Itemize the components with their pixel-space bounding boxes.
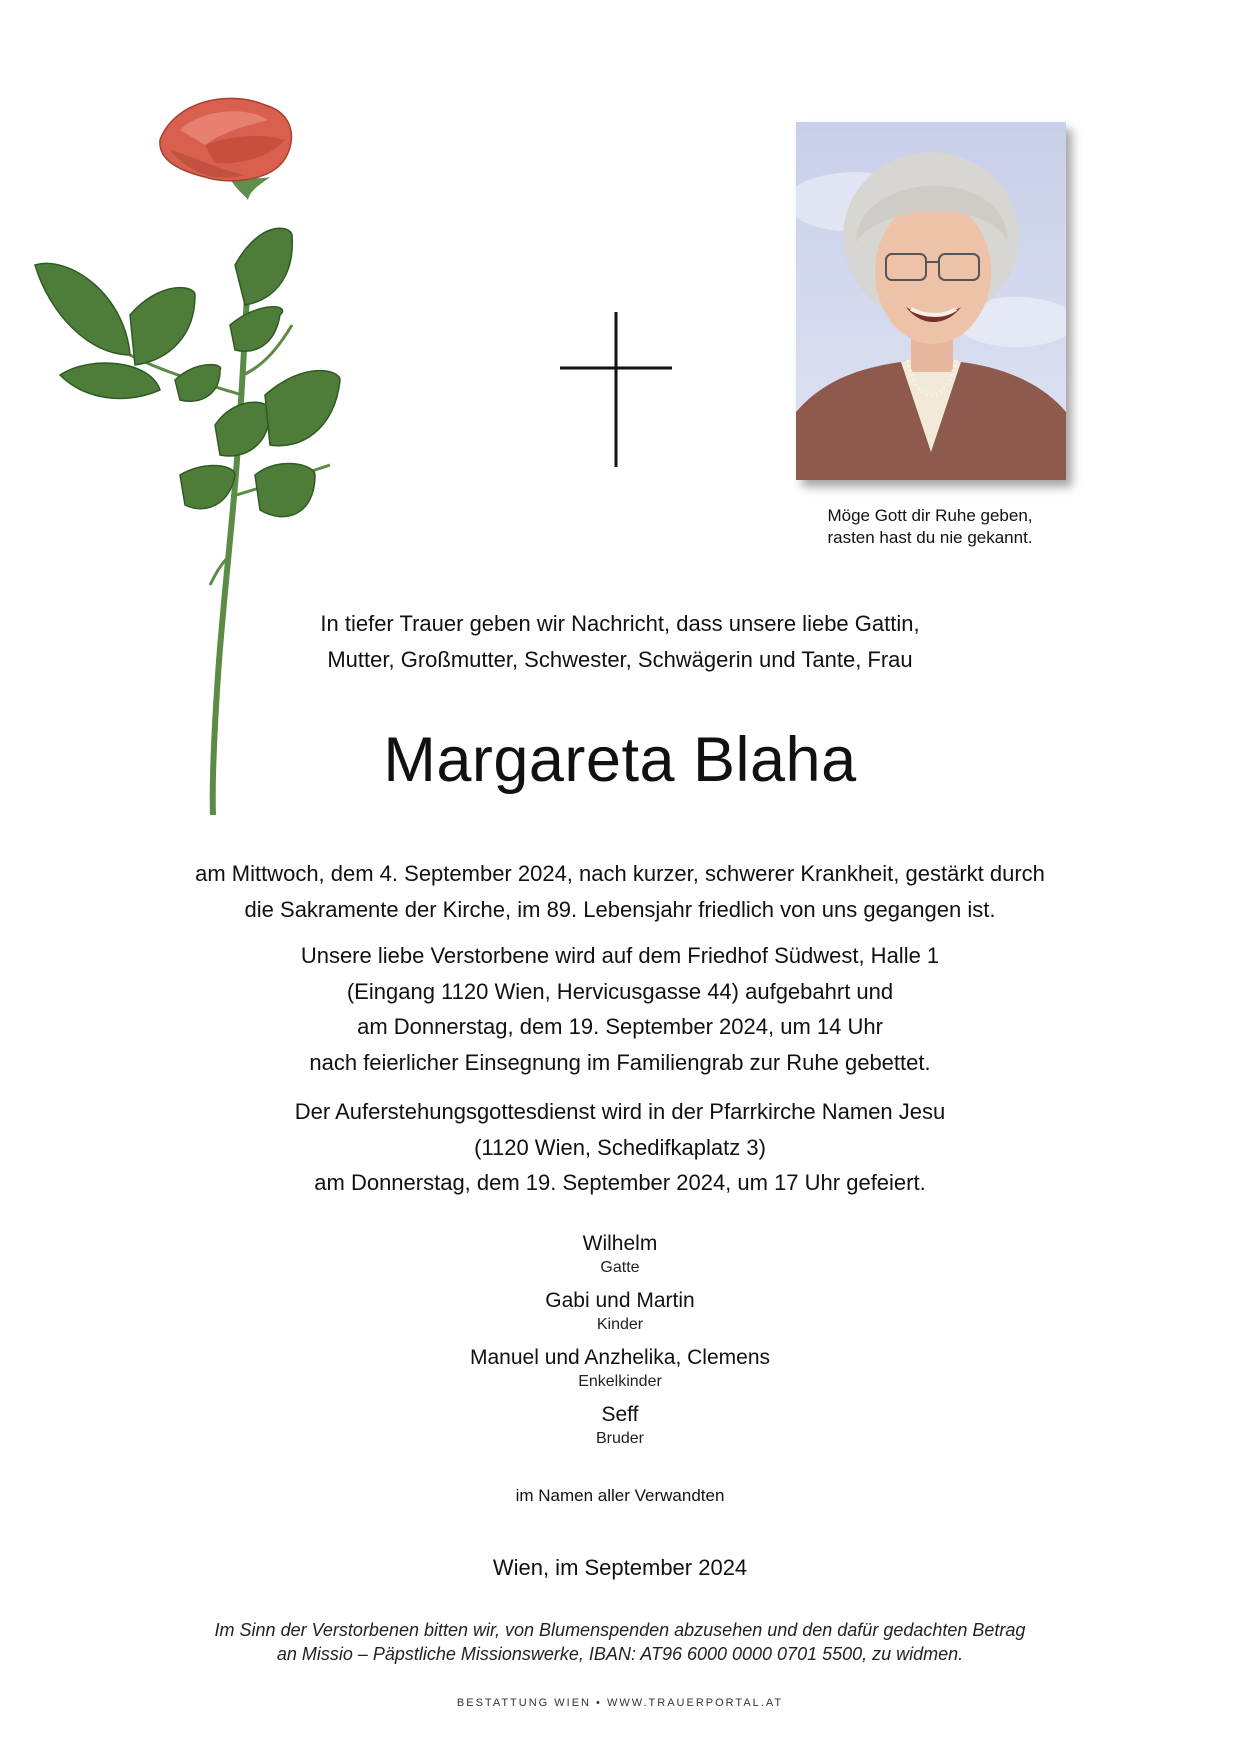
portrait-caption: [760, 505, 1100, 549]
mourner-entry: [300, 1230, 940, 1279]
mourner-role: Enkelkinder: [578, 1373, 662, 1390]
paragraph-line: Der Auferstehungsgottesdienst wird in der Pfarrkirche Namen Jesu: [294, 1099, 946, 1124]
funeral-details-paragraph: [150, 938, 1090, 1080]
footer-credit: BESTATTUNG WIEN • WWW.TRAUERPORTAL.AT: [456, 1697, 784, 1709]
rose-leaf: [215, 402, 270, 456]
rose-leaf: [60, 363, 160, 398]
rose-leaf: [265, 371, 340, 446]
rose-leaf: [230, 307, 283, 351]
death-notice-paragraph: [150, 856, 1090, 927]
mourner-role: Gatte: [600, 1259, 640, 1276]
paragraph-line: nach feierlicher Einsegnung im Familiengrab zur Ruhe gebettet.: [309, 1049, 931, 1075]
announcement-intro: [180, 606, 1060, 678]
paragraph-line: die Sakramente der Kirche, im 89. Lebensjahr friedlich von uns gegangen ist.: [244, 896, 996, 922]
caption-line: rasten hast du nie gekannt.: [827, 528, 1033, 547]
place-date: Wien, im September 2024: [492, 1555, 748, 1580]
mourner-entry: [300, 1344, 940, 1393]
paragraph-line: (1120 Wien, Schedifkaplatz 3): [474, 1134, 766, 1160]
paragraph-line: Unsere liebe Verstorbene wird auf dem Friedhof Südwest, Halle 1: [300, 943, 940, 968]
mourner-entry: [300, 1287, 940, 1336]
mourner-name: Wilhelm: [582, 1232, 658, 1255]
rose-leaf: [175, 365, 221, 402]
paragraph-line: (Eingang 1120 Wien, Hervicusgasse 44) aufgebahrt und: [346, 978, 894, 1004]
rose-bloom: [160, 98, 292, 180]
paragraph-line: am Donnerstag, dem 19. September 2024, um 14 Uhr: [357, 1014, 883, 1039]
mourner-role: Bruder: [595, 1430, 645, 1447]
rose-leaf: [130, 288, 195, 365]
rose-leaf: [255, 463, 315, 516]
mourner-role: Kinder: [596, 1316, 644, 1333]
mourner-entry: [300, 1401, 940, 1450]
paragraph-line: am Mittwoch, dem 4. September 2024, nach kurzer, schwerer Krankheit, gestärkt durch: [195, 861, 1045, 886]
donation-line: an Missio – Päpstliche Missionswerke, IBAN: AT96 6000 0000 0701 5500, zu widmen.: [276, 1644, 964, 1664]
donation-note: [120, 1618, 1120, 1666]
rose-image: [30, 95, 390, 815]
caption-line: Möge Gott dir Ruhe geben,: [827, 506, 1033, 525]
mass-details-paragraph: [150, 1094, 1090, 1201]
cross-icon: [560, 312, 680, 472]
rose-leaf: [35, 263, 130, 355]
donation-line: Im Sinn der Verstorbenen bitten wir, von Blumenspenden abzusehen und den dafür gedachten Betrag: [214, 1620, 1026, 1640]
portrait-photo: [796, 122, 1066, 480]
intro-line: Mutter, Großmutter, Schwester, Schwägerin und Tante, Frau: [327, 647, 913, 672]
paragraph-line: am Donnerstag, dem 19. September 2024, um 17 Uhr gefeiert.: [314, 1170, 926, 1195]
intro-line: In tiefer Trauer geben wir Nachricht, dass unsere liebe Gattin,: [320, 611, 920, 636]
rose-leaf: [235, 228, 292, 305]
mourner-name: Manuel und Anzhelika, Clemens: [469, 1346, 770, 1369]
rose-leaf: [180, 466, 235, 509]
mourners-list: [300, 1230, 940, 1458]
mourner-name: Seff: [601, 1403, 639, 1426]
deceased-name: Margareta Blaha: [383, 725, 857, 795]
on-behalf-line: im Namen aller Verwandten: [515, 1486, 725, 1505]
mourner-name: Gabi und Martin: [545, 1289, 695, 1312]
